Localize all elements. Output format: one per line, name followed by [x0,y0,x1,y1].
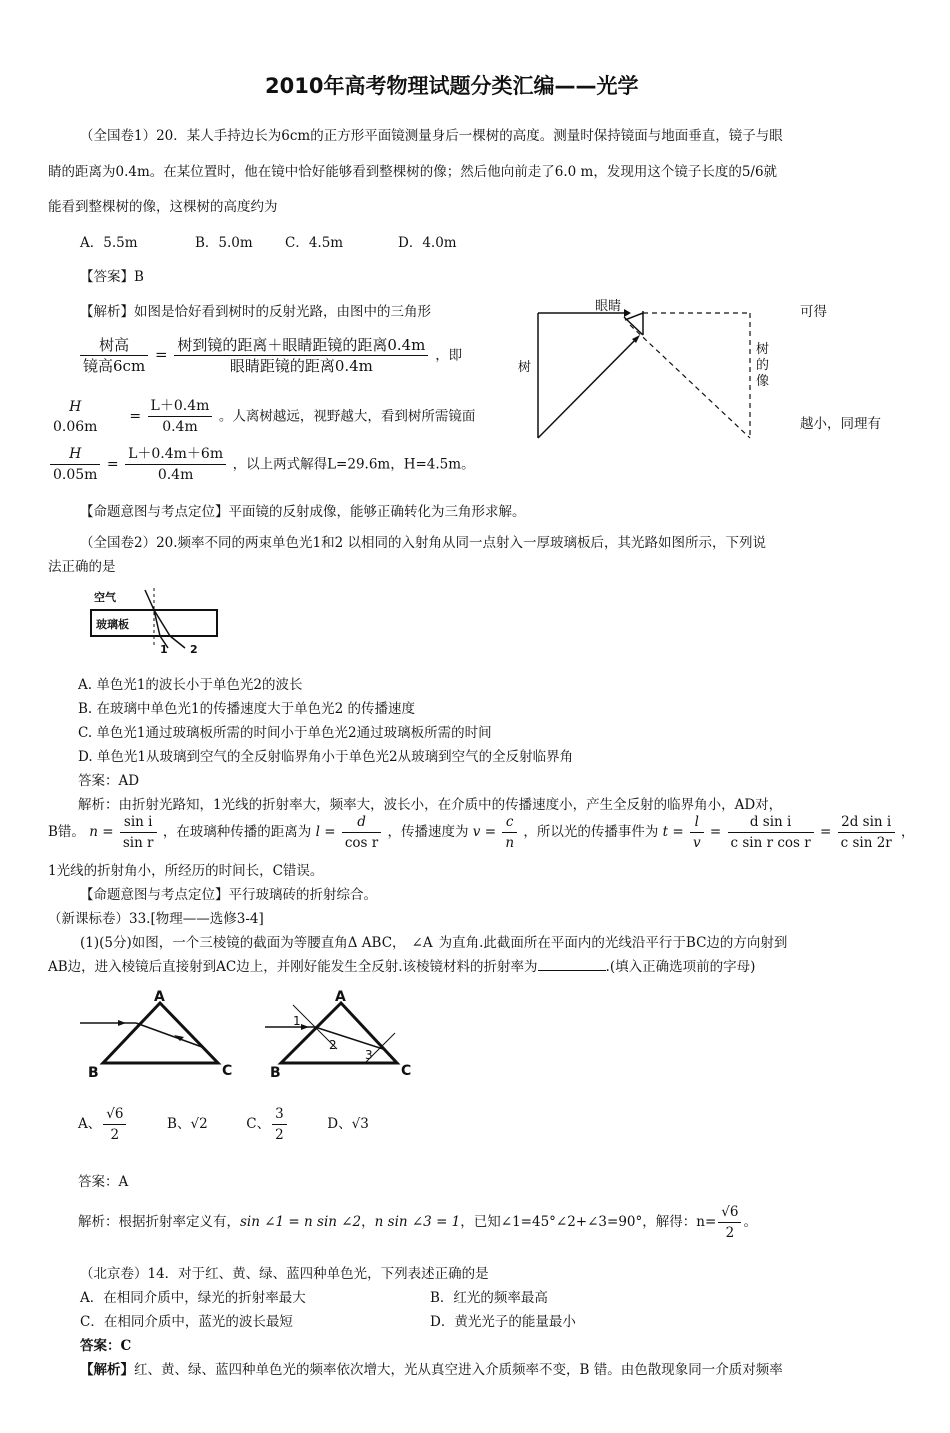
q3-option-d-value: √3 [351,1116,369,1132]
q1-bottom-ray [538,337,638,438]
q1-image-ray-dashed [630,325,750,438]
q2-text-line2: 法正确的是 [48,559,116,575]
q1-analysis-text: 如图是恰好看到树时的反射光路，由图中的三角形 [134,304,431,320]
svg-text:C: C [401,1063,412,1079]
q1-diagram-tree: 树 [518,360,532,375]
q4-text: （北京卷）14．对于红、黄、绿、蓝四种单色光，下列表述正确的是 [80,1266,489,1282]
q1-mirror-diagram [510,295,790,445]
q3-text-line1: (1)(5分)如图，一个三棱镜的截面为等腰直角Δ ABC， ∠A 为直角.此截面所在平面内的光线沿平行于BC边的方向射到 [80,935,788,951]
q3-answer-blank [538,958,606,971]
q1-diagram-image-label [756,341,769,389]
q2-diagram-air: 空气 [94,591,116,604]
q1-equation-3: $\frac{H}{0.05m}$ = $\frac{L+0.4m+6m}{0.4m}$ ，以上两式解得L=29.6m，H=4.5m。 [48,444,475,485]
q4-answer: 答案：C [80,1338,132,1354]
q3-prism-1 [103,1003,218,1063]
q2-diagram-ray2: 2 [190,643,198,654]
svg-text:1: 1 [293,1014,301,1028]
svg-text:树: 树 [756,342,770,357]
q2-option-b: B. 在玻璃中单色光1的传播速度大于单色光2 的传播速度 [78,701,415,717]
q1-equation-2: H 0.06m = $\frac{L+0.4m}{0.4m}$ 。人离树越远，视野越大，看到树所需镜面 [53,398,476,435]
svg-text:的: 的 [756,358,770,373]
svg-text:B: B [88,1065,99,1080]
q2-option-d: D. 单色光1从玻璃到空气的全反射临界角小于单色光2从玻璃到空气的全反射临界角 [78,749,574,765]
q1-text-line2: 睛的距离为0.4m。在某位置时，他在镜中恰好能够看到整棵树的像；然后他向前走了6.0 m，发现用这个镜子长度的5/6就 [48,164,778,180]
svg-text:3: 3 [365,1048,373,1062]
q4-option-c: C．在相同介质中，蓝光的波长最短 [80,1314,293,1330]
page-title: 2010年高考物理试题分类汇编——光学 [265,74,639,98]
q2-option-a: A. 单色光1的波长小于单色光2的波长 [78,677,303,693]
q2-answer: 答案：AD [78,773,140,789]
q3-prism-diagram-2 [265,985,425,1080]
svg-text:A: A [335,989,346,1005]
svg-text:B: B [270,1065,281,1080]
q2-intent: 【命题意图与考点定位】平行玻璃砖的折射综合。 [80,887,377,903]
q2-option-c: C. 单色光1通过玻璃板所需的时间小于单色光2通过玻璃板所需的时间 [78,725,492,741]
svg-text:2: 2 [329,1038,337,1052]
q1-text-right-2: 越小，同理有 [800,416,881,432]
q3-answer: 答案：A [78,1174,129,1190]
q1-analysis-label: 【解析】 [80,304,134,320]
q1-text-line3: 能看到整棵树的像，这棵树的高度约为 [48,199,278,215]
q2-analysis-line1: 解析：由折射光路知，1光线的折射率大，频率大，波长小，在介质中的传播速度小，产生全反射的临界角小，AD对， [78,797,783,813]
q1-option-b: B．5.0m [195,235,253,251]
q2-glass-diagram [90,588,220,654]
svg-text:C: C [222,1063,233,1079]
q2-analysis-line3: 1光线的折射角小，所经历的时间长，C错误。 [48,863,324,879]
q4-option-d: D．黄光光子的能量最小 [430,1314,576,1330]
q3-option-a-value: $\frac{√6}{2}$ [103,1104,126,1145]
q3-option-c-value: $\frac{3}{2}$ [272,1104,287,1145]
q4-option-a: A．在相同介质中，绿光的折射率最大 [80,1290,306,1306]
q3-prism-2 [281,1003,397,1063]
q3-option-b-value: √2 [190,1116,208,1132]
q1-analysis-right: 可得 [800,304,827,320]
q2-diagram-ray1: 1 [160,643,168,654]
q1-text-line1: （全国卷1）20．某人手持边长为6cm的正方形平面镜测量身后一棵树的高度。测量时保持镜面与地面垂直，镜子与眼 [80,128,783,144]
q1-frac-tree-height: $\frac{\text{树高}}{\text{镜高6cm}}$ [80,335,148,376]
q1-analysis [80,300,431,320]
q3-text-line2: AB边，进入棱镜后直接射到AC边上，并刚好能发生全反射.该棱镜材料的折射率为 .(填入正确选项前的字母) [48,959,756,975]
q1-equation-1: $\frac{\text{树高}}{\text{镜高6cm}}$ = $\frac{\text{树到镜的距离＋眼睛距镜的距离0.4m}}{\text{眼睛距镜的距离0.4m}}$ ，即 [78,335,462,376]
q4-option-b: B．红光的频率最高 [430,1290,548,1306]
q3-header: （新课标卷）33.[物理——选修3-4] [48,911,264,927]
q1-diagram-eye: 眼睛 [595,299,622,314]
q3-prism-diagram-1 [78,985,248,1080]
q1-answer: 【答案】B [80,269,144,285]
svg-text:A: A [154,989,165,1005]
q1-option-a: A．5.5m [80,235,138,251]
q2-diagram-glass: 玻璃板 [96,618,129,631]
svg-text:像: 像 [756,374,770,389]
q3-analysis: 解析：根据折射率定义有，sin ∠1 = n sin ∠2，n sin ∠3 = 1，已知∠1=45°∠2+∠3=90°，解得：n= $\frac{√6}{2}$ 。 [78,1204,757,1241]
q1-frac-distance: $\frac{\text{树到镜的距离＋眼睛距镜的距离0.4m}}{\text{眼睛距镜的距离0.4m}}$ [174,335,428,376]
q2-text-line1: （全国卷2）20.频率不同的两束单色光1和2 以相同的入射角从同一点射入一厚玻璃板后，其光路如图所示，下列说 [80,535,767,551]
q1-option-c: C．4.5m [285,235,344,251]
q1-intent: 【命题意图与考点定位】平面镜的反射成像，能够正确转化为三角形求解。 [80,504,526,520]
q3-options: A、 $\frac{√6}{2}$ B、√2 C、 $\frac{3}{2}$ D、√3 [78,1106,369,1143]
q1-option-d: D．4.0m [398,235,457,251]
q4-analysis: 【解析】红、黄、绿、蓝四种单色光的频率依次增大，光从真空进入介质频率不变，B 错。由色散现象同一介质对频率 [80,1362,783,1378]
q2-analysis-line2: B错。 n = $\frac{\text{sin i}}{\text{sin r}}$ ，在玻璃种传播的距离为 l = $\frac{d}{\text{cos r}}$ ，传播速度为 v = $\frac{c}{n}$ ，所以光的传播事件为 t = $\frac{l}{v}$ = $\frac{\text{d sin i}}{\text{c sin r cos r}}$ = $\frac{\text{2d sin i}}{\text{c sin 2r}}$ ， [48,814,915,851]
